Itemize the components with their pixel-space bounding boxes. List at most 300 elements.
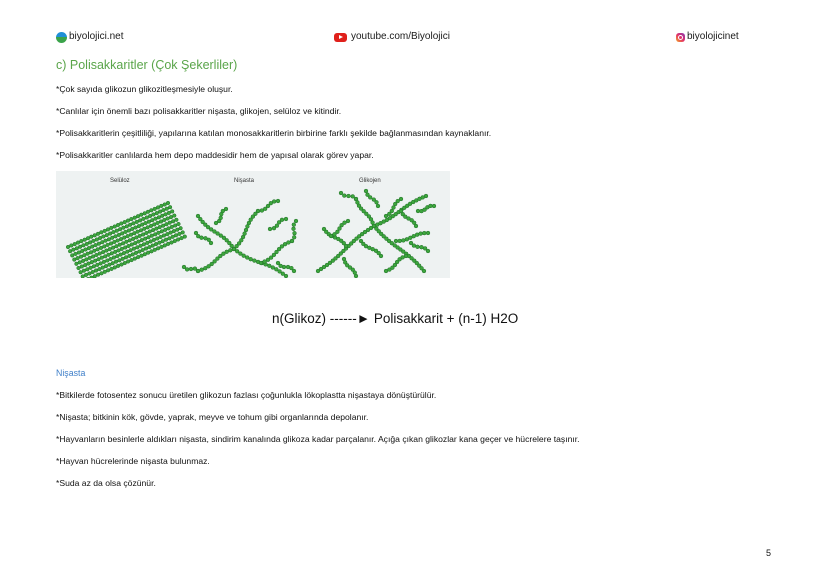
cellulose-bead [153, 223, 157, 227]
starch-bead [268, 227, 272, 231]
cellulose-bead [118, 243, 122, 247]
cellulose-bead [77, 251, 81, 255]
cellulose-bead [168, 237, 172, 241]
cellulose-bead [144, 221, 148, 225]
cellulose-bead [119, 237, 123, 241]
cellulose-bead [122, 251, 126, 255]
cellulose-bead [161, 224, 165, 228]
cellulose-bead [143, 237, 147, 241]
cellulose-bead [153, 207, 157, 211]
cellulose-bead [171, 220, 175, 224]
cellulose-bead [159, 220, 163, 224]
cellulose-bead [177, 222, 181, 226]
cellulose-bead [131, 237, 135, 241]
cellulose-bead [74, 252, 78, 256]
cellulose-bead [178, 232, 182, 236]
cellulose-bead [147, 235, 151, 239]
cellulose-bead [176, 228, 180, 232]
cellulose-bead [78, 245, 82, 249]
cellulose-bead [133, 241, 137, 245]
cellulose-bead [140, 238, 144, 242]
reaction-equation: n(Glikoz) ------► Polisakkarit + (n-1) H2O [272, 311, 519, 326]
cellulose-bead [141, 248, 145, 252]
figure-label-cellulose: Selüloz [110, 178, 130, 184]
cellulose-bead [148, 214, 152, 218]
cellulose-bead [150, 234, 154, 238]
cellulose-bead [91, 255, 95, 259]
starch-bead [242, 254, 246, 258]
cellulose-bead [98, 252, 102, 256]
cellulose-bead [162, 208, 166, 212]
starch-bead [194, 231, 198, 235]
cellulose-bead [130, 258, 134, 262]
cellulose-bead [139, 244, 143, 248]
cellulose-bead [134, 251, 138, 255]
cellulose-bead [95, 238, 99, 242]
cellulose-bead [86, 236, 90, 240]
starch-bead [189, 267, 193, 271]
cellulose-bead [93, 274, 97, 278]
cellulose-bead [111, 261, 115, 265]
cellulose-bead [116, 239, 120, 243]
cellulose-bead [101, 250, 105, 254]
cellulose-bead [169, 215, 173, 219]
glycogen-bead [426, 231, 430, 235]
glycogen-bead [392, 206, 396, 210]
glycogen-bead [322, 227, 326, 231]
glycogen-bead [366, 193, 370, 197]
starch-bead [249, 257, 253, 261]
section-line: *Polisakkaritler canlılarda hem depo maddesidir hem de yapısal olarak görev yapar. [56, 150, 374, 160]
cellulose-bead [68, 249, 72, 253]
cellulose-bead [109, 257, 113, 261]
glycogen-bead [420, 245, 424, 249]
glycogen-bead [346, 219, 350, 223]
cellulose-bead [100, 272, 104, 276]
cellulose-bead [130, 243, 134, 247]
cellulose-bead [153, 233, 157, 237]
starch-bead [267, 264, 271, 268]
cellulose-bead [125, 225, 129, 229]
polysaccharide-figure [56, 171, 450, 278]
glycogen-bead [399, 197, 403, 201]
cellulose-bead [102, 235, 106, 239]
starch-bead [204, 236, 208, 240]
cellulose-bead [125, 240, 129, 244]
starch-bead [294, 219, 298, 223]
cellulose-bead [158, 210, 162, 214]
cellulose-bead [148, 230, 152, 234]
cellulose-bead [156, 221, 160, 225]
cellulose-bead [149, 240, 153, 244]
cellulose-bead [128, 239, 132, 243]
cellulose-bead [103, 245, 107, 249]
cellulose-bead [111, 246, 115, 250]
cellulose-bead [170, 241, 174, 245]
cellulose-bead [83, 253, 87, 257]
cellulose-bead [150, 218, 154, 222]
cellulose-bead [132, 247, 136, 251]
cellulose-bead [76, 256, 80, 260]
cellulose-bead [157, 216, 161, 220]
cellulose-bead [162, 234, 166, 238]
cellulose-bead [127, 229, 131, 233]
section-line: *Çok sayıda glikozun glikozitleşmesiyle oluşur. [56, 84, 233, 94]
cellulose-bead [159, 235, 163, 239]
cellulose-bead [167, 211, 171, 215]
cellulose-bead [84, 273, 88, 277]
cellulose-bead [123, 261, 127, 265]
cellulose-bead [108, 247, 112, 251]
cellulose-bead [146, 251, 150, 255]
cellulose-bead [93, 249, 97, 253]
starch-bead [290, 239, 294, 243]
cellulose-bead [133, 257, 137, 261]
cellulose-bead [72, 248, 76, 252]
cellulose-bead [104, 239, 108, 243]
cellulose-bead [150, 250, 154, 254]
starch-title: Nişasta [56, 368, 86, 378]
cellulose-bead [87, 262, 91, 266]
cellulose-bead [143, 212, 147, 216]
cellulose-bead [96, 263, 100, 267]
cellulose-bead [73, 258, 77, 262]
cellulose-bead [84, 248, 88, 252]
glycogen-bead [379, 254, 383, 258]
glycogen-bead [426, 249, 430, 253]
glycogen-bead [432, 204, 436, 208]
starch-bead [253, 259, 257, 263]
cellulose-bead [138, 234, 142, 238]
cellulose-bead [166, 201, 170, 205]
glycogen-bead [329, 234, 333, 238]
cellulose-bead [130, 227, 134, 231]
cellulose-bead [172, 229, 176, 233]
cellulose-bead [112, 230, 116, 234]
cellulose-bead [99, 246, 103, 250]
cellulose-bead [126, 219, 130, 223]
cellulose-bead [99, 262, 103, 266]
glycogen-bead [422, 269, 426, 273]
cellulose-bead [81, 275, 85, 278]
cellulose-bead [121, 242, 125, 246]
cellulose-bead [86, 268, 90, 272]
cellulose-bead [143, 252, 147, 256]
cellulose-bead [113, 266, 117, 270]
cellulose-bead [158, 225, 162, 229]
cellulose-bead [129, 248, 133, 252]
cellulose-bead [157, 231, 161, 235]
cellulose-bead [114, 235, 118, 239]
cellulose-bead [110, 267, 114, 271]
cellulose-bead [96, 232, 100, 236]
cellulose-bead [92, 265, 96, 269]
starch-bead [193, 267, 197, 271]
starch-line: *Hayvan hücrelerinde nişasta bulunmaz. [56, 456, 210, 466]
starch-line: *Suda az da olsa çözünür. [56, 478, 156, 488]
header-website[interactable] [56, 31, 123, 43]
glycogen-bead [351, 195, 355, 199]
cellulose-bead [120, 232, 124, 236]
cellulose-bead [75, 262, 79, 266]
header-youtube[interactable] [334, 31, 450, 43]
cellulose-bead [126, 260, 130, 264]
cellulose-bead [79, 255, 83, 259]
cellulose-bead [149, 224, 153, 228]
cellulose-bead [171, 235, 175, 239]
cellulose-bead [118, 227, 122, 231]
starch-bead [245, 256, 249, 260]
cellulose-bead [83, 238, 87, 242]
glycogen-bead [364, 189, 368, 193]
starch-bead [259, 261, 263, 265]
header-youtube-text: youtube.com/Biyolojici [351, 31, 450, 42]
cellulose-bead [88, 272, 92, 276]
cellulose-bead [117, 233, 121, 237]
cellulose-bead [170, 210, 174, 214]
cellulose-bead [123, 220, 127, 224]
starch-bead [280, 218, 284, 222]
cellulose-bead [108, 232, 112, 236]
cellulose-bead [145, 231, 149, 235]
cellulose-bead [79, 270, 83, 274]
cellulose-bead [75, 247, 79, 251]
cellulose-bead [114, 260, 118, 264]
starch-line: *Bitkilerde fotosentez sonucu üretilen glikozun fazlası çoğunlukla lökoplastta nişastaya dönüştürülür. [56, 390, 437, 400]
cellulose-bead [137, 240, 141, 244]
cellulose-bead [120, 263, 124, 267]
cellulose-bead [175, 218, 179, 222]
cellulose-bead [97, 242, 101, 246]
youtube-icon [334, 33, 347, 42]
cellulose-bead [77, 266, 81, 270]
cellulose-bead [117, 249, 121, 253]
cellulose-bead [135, 220, 139, 224]
cellulose-bead [168, 221, 172, 225]
header-instagram[interactable] [676, 31, 739, 43]
cellulose-bead [136, 255, 140, 259]
cellulose-bead [103, 270, 107, 274]
cellulose-bead [164, 238, 168, 242]
cellulose-bead [123, 246, 127, 250]
cellulose-bead [110, 236, 114, 240]
cellulose-bead [169, 231, 173, 235]
cellulose-bead [131, 253, 135, 257]
cellulose-bead [145, 216, 149, 220]
cellulose-bead [96, 248, 100, 252]
cellulose-bead [126, 234, 130, 238]
cellulose-bead [88, 241, 92, 245]
starch-bead [243, 232, 247, 236]
cellulose-bead [94, 243, 98, 247]
cellulose-bead [126, 250, 130, 254]
cellulose-bead [66, 245, 70, 249]
cellulose-bead [153, 248, 157, 252]
cellulose-bead [167, 227, 171, 231]
cellulose-bead [115, 244, 119, 248]
starch-bead [232, 247, 236, 251]
cellulose-bead [100, 231, 104, 235]
globe-icon [56, 32, 67, 43]
cellulose-bead [106, 259, 110, 263]
cellulose-bead [136, 246, 140, 250]
cellulose-bead [174, 234, 178, 238]
cellulose-bead [120, 222, 124, 226]
cellulose-bead [93, 234, 97, 238]
glycogen-bead [415, 233, 419, 237]
cellulose-bead [138, 219, 142, 223]
cellulose-bead [133, 216, 137, 220]
cellulose-bead [113, 240, 117, 244]
cellulose-bead [142, 217, 146, 221]
starch-bead [276, 199, 280, 203]
cellulose-bead [166, 242, 170, 246]
cellulose-bead [143, 227, 147, 231]
cellulose-bead [97, 257, 101, 261]
cellulose-bead [118, 259, 122, 263]
cellulose-bead [94, 269, 98, 273]
cellulose-bead [161, 239, 165, 243]
cellulose-bead [90, 235, 94, 239]
cellulose-bead [109, 242, 113, 246]
cellulose-bead [86, 252, 90, 256]
cellulose-bead [78, 261, 82, 265]
cellulose-bead [108, 263, 112, 267]
cellulose-bead [116, 254, 120, 258]
starch-bead [292, 223, 296, 227]
cellulose-bead [136, 214, 140, 218]
cellulose-bead [85, 242, 89, 246]
cellulose-bead [166, 217, 170, 221]
cellulose-bead [116, 223, 120, 227]
cellulose-bead [160, 230, 164, 234]
glycogen-bead [398, 239, 402, 243]
cellulose-bead [146, 210, 150, 214]
cellulose-bead [86, 277, 90, 278]
glycogen-bead [339, 191, 343, 195]
glycogen-bead [354, 274, 358, 278]
figure-label-starch: Nişasta [234, 178, 255, 184]
cellulose-bead [89, 266, 93, 270]
cellulose-bead [141, 233, 145, 237]
cellulose-bead [140, 223, 144, 227]
glycogen-bead [376, 204, 380, 208]
cellulose-bead [160, 245, 164, 249]
cellulose-bead [173, 214, 177, 218]
glycogen-bead [412, 244, 416, 248]
starch-bead [292, 269, 296, 273]
cellulose-bead [170, 225, 174, 229]
starch-bead [293, 231, 297, 235]
cellulose-bead [102, 260, 106, 264]
cellulose-bead [80, 239, 84, 243]
cellulose-bead [130, 217, 134, 221]
header-website-text: biyolojici.net [69, 31, 124, 42]
cellulose-bead [87, 246, 91, 250]
cellulose-bead [160, 214, 164, 218]
starch-bead [284, 217, 288, 221]
cellulose-bead [120, 247, 124, 251]
cellulose-bead [146, 241, 150, 245]
starch-bead [203, 266, 207, 270]
cellulose-bead [106, 269, 110, 273]
cellulose-bead [89, 251, 93, 255]
page-number: 5 [766, 548, 772, 558]
cellulose-bead [137, 224, 141, 228]
glycogen-bead [394, 239, 398, 243]
cellulose-bead [183, 235, 187, 239]
cellulose-bead [100, 256, 104, 260]
cellulose-bead [104, 264, 108, 268]
cellulose-bead [179, 226, 183, 230]
cellulose-bead [154, 242, 158, 246]
starch-line: *Hayvanların besinlerle aldıkları nişasta, sindirim kanalında glikoza kadar parçalanır. Açığa çıkan glikozlar kana geçer ve hücrelere taşınır. [56, 434, 580, 444]
cellulose-bead [122, 226, 126, 230]
cellulose-bead [80, 249, 84, 253]
cellulose-bead [129, 233, 133, 237]
instagram-icon [676, 33, 685, 42]
cellulose-bead [135, 236, 139, 240]
cellulose-bead [95, 253, 99, 257]
cellulose-bead [103, 229, 107, 233]
cellulose-bead [136, 230, 140, 234]
glycogen-bead [390, 209, 394, 213]
cellulose-bead [148, 245, 152, 249]
cellulose-bead [156, 247, 160, 251]
starch-bead [287, 241, 291, 245]
cellulose-bead [163, 218, 167, 222]
cellulose-bead [93, 259, 97, 263]
cellulose-bead [173, 239, 177, 243]
cellulose-bead [142, 243, 146, 247]
cellulose-bead [110, 226, 114, 230]
cellulose-bead [107, 253, 111, 257]
cellulose-bead [83, 263, 87, 267]
cellulose-bead [166, 232, 170, 236]
glycogen-bead [424, 194, 428, 198]
section-title: c) Polisakkaritler (Çok Şekerliler) [56, 58, 238, 72]
cellulose-bead [165, 222, 169, 226]
cellulose-bead [80, 265, 84, 269]
starch-bead [219, 216, 223, 220]
starch-bead [244, 228, 248, 232]
cellulose-bead [163, 228, 167, 232]
cellulose-bead [134, 226, 138, 230]
cellulose-bead [151, 244, 155, 248]
cellulose-bead [152, 213, 156, 217]
cellulose-bead [76, 241, 80, 245]
cellulose-bead [165, 207, 169, 211]
glycogen-bead [429, 204, 433, 208]
cellulose-bead [92, 239, 96, 243]
cellulose-bead [105, 233, 109, 237]
cellulose-bead [98, 267, 102, 271]
cellulose-bead [132, 222, 136, 226]
cellulose-bead [139, 229, 143, 233]
glycogen-bead [402, 239, 406, 243]
cellulose-bead [160, 204, 164, 208]
cellulose-bead [146, 226, 150, 230]
glycogen-bead [343, 221, 347, 225]
cellulose-bead [123, 236, 127, 240]
cellulose-bead [115, 229, 119, 233]
figure-label-glycogen: Glikojen [359, 178, 381, 184]
cellulose-bead [70, 244, 74, 248]
cellulose-bead [152, 238, 156, 242]
cellulose-bead [98, 236, 102, 240]
cellulose-bead [140, 254, 144, 258]
cellulose-bead [90, 260, 94, 264]
